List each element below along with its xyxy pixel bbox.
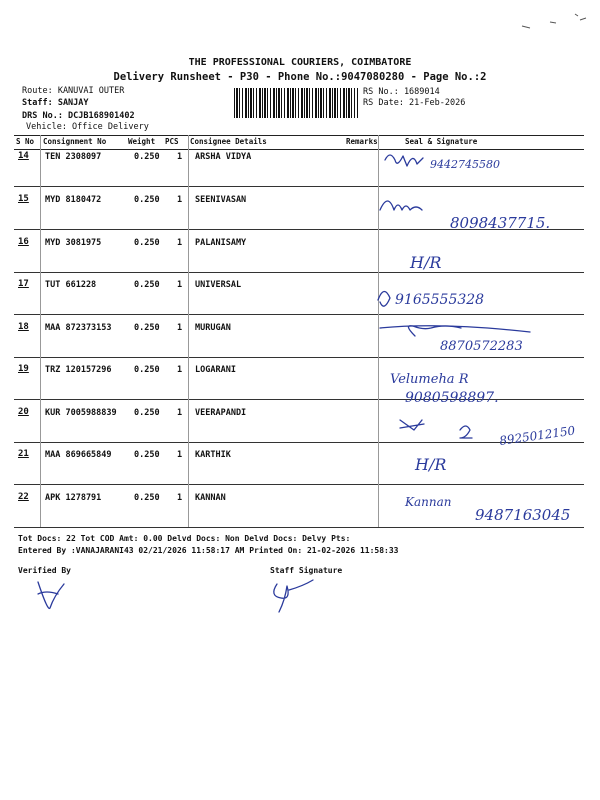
row-consignee: KANNAN [195, 493, 226, 503]
row-pcs: 1 [177, 365, 183, 375]
signature-scribble [378, 291, 390, 306]
row-pcs: 1 [177, 195, 183, 205]
signature-text: 9487163045 [475, 506, 571, 524]
row-consignee: LOGARANI [195, 365, 236, 375]
row-pcs: 1 [177, 152, 183, 162]
row-consignment: MYD 8180472 [45, 195, 102, 205]
signature-text: 8870572283 [440, 339, 523, 354]
row-consignment: KUR 7005988839 [45, 408, 117, 418]
verified-signature [30, 576, 70, 616]
col-consignment: Consignment No [43, 137, 107, 146]
row-consignee: PALANISAMY [195, 238, 247, 248]
handwritten-signatures [370, 140, 595, 540]
drs-number: DRS No.: DCJB168901402 [22, 111, 135, 121]
row-sno: 18 [18, 322, 29, 332]
row-weight: 0.250 [134, 493, 160, 503]
row-consignment: TUT 661228 [45, 280, 97, 290]
signature-scribble [408, 326, 461, 336]
col-pcs: PCS [165, 137, 179, 146]
column-divider [40, 135, 41, 527]
row-sno: 14 [18, 151, 29, 161]
row-consignment: APK 1278791 [45, 493, 102, 503]
row-sno: 21 [18, 449, 29, 459]
row-sno: 22 [18, 492, 29, 502]
row-weight: 0.250 [134, 195, 160, 205]
row-consignee: MURUGAN [195, 323, 231, 333]
row-sno: 17 [18, 279, 29, 289]
row-sno: 19 [18, 364, 29, 374]
row-weight: 0.250 [134, 365, 160, 375]
signature-text: Velumeha R [390, 372, 469, 387]
row-weight: 0.250 [134, 408, 160, 418]
row-weight: 0.250 [134, 323, 160, 333]
totals-line: Tot Docs: 22 Tot COD Amt: 0.00 Delvd Docs: Non Delvd Docs: Delvy Pts: [18, 534, 351, 543]
signature-text: 9165555328 [395, 292, 485, 308]
col-sno: S No [16, 137, 35, 146]
row-pcs: 1 [177, 450, 183, 460]
signature-text: H/R [410, 253, 442, 272]
col-seal: Seal & Signature [405, 137, 478, 146]
signature-text: 9442745580 [430, 158, 500, 171]
signature-scribble [38, 582, 64, 608]
staff-signature [265, 576, 325, 616]
vehicle-label: Vehicle: Office Delivery [26, 122, 149, 132]
signature-scribble [274, 580, 313, 612]
col-remarks: Remarks [346, 137, 378, 146]
row-consignee: VEERAPANDI [195, 408, 247, 418]
row-weight: 0.250 [134, 450, 160, 460]
entered-by-line: Entered By :VANAJARANI43 02/21/2026 11:58:17 AM Printed On: 21-02-2026 11:58:33 [18, 546, 399, 555]
signature-scribble [460, 426, 472, 438]
staff-signature-label: Staff Signature [270, 566, 343, 575]
staff-label: Staff: SANJAY [22, 98, 89, 108]
row-consignment: MYD 3081975 [45, 238, 102, 248]
signature-text: 8925012150 [498, 423, 577, 448]
row-pcs: 1 [177, 238, 183, 248]
row-consignment: TRZ 120157296 [45, 365, 112, 375]
company-title: THE PROFESSIONAL COURIERS, COIMBATORE [188, 57, 412, 68]
verified-by-label: Verified By [18, 566, 71, 575]
row-sno: 16 [18, 237, 29, 247]
rs-number: RS No.: 1689014 [363, 87, 440, 97]
col-weight: Weight [128, 137, 156, 146]
signature-text: Kannan [405, 495, 452, 509]
route-label: Route: KANUVAI OUTER [22, 86, 125, 96]
runsheet-subtitle: Delivery Runsheet - P30 - Phone No.:9047080280 - Page No.:2 [113, 71, 487, 83]
signature-text: H/R [415, 455, 447, 474]
row-sno: 15 [18, 194, 29, 204]
signature-text: 8098437715. [450, 214, 551, 232]
row-pcs: 1 [177, 493, 183, 503]
corner-mark [520, 10, 590, 30]
row-pcs: 1 [177, 280, 183, 290]
signature-scribble [400, 420, 424, 430]
row-consignment: TEN 2308097 [45, 152, 102, 162]
row-consignee: UNIVERSAL [195, 280, 242, 290]
signature-scribble [380, 201, 422, 210]
col-consignee: Consignee Details [190, 137, 267, 146]
row-pcs: 1 [177, 323, 183, 333]
row-consignee: ARSHA VIDYA [195, 152, 252, 162]
signature-text: 9080598897. [405, 390, 499, 406]
row-consignment: MAA 872373153 [45, 323, 112, 333]
barcode [234, 88, 358, 118]
row-weight: 0.250 [134, 280, 160, 290]
row-weight: 0.250 [134, 238, 160, 248]
rs-date: RS Date: 21-Feb-2026 [363, 98, 466, 108]
column-divider [188, 135, 189, 527]
row-pcs: 1 [177, 408, 183, 418]
row-consignment: MAA 869665849 [45, 450, 112, 460]
row-sno: 20 [18, 407, 29, 417]
row-consignee: SEENIVASAN [195, 195, 247, 205]
signature-scribble [385, 155, 423, 166]
row-weight: 0.250 [134, 152, 160, 162]
row-consignee: KARTHIK [195, 450, 231, 460]
